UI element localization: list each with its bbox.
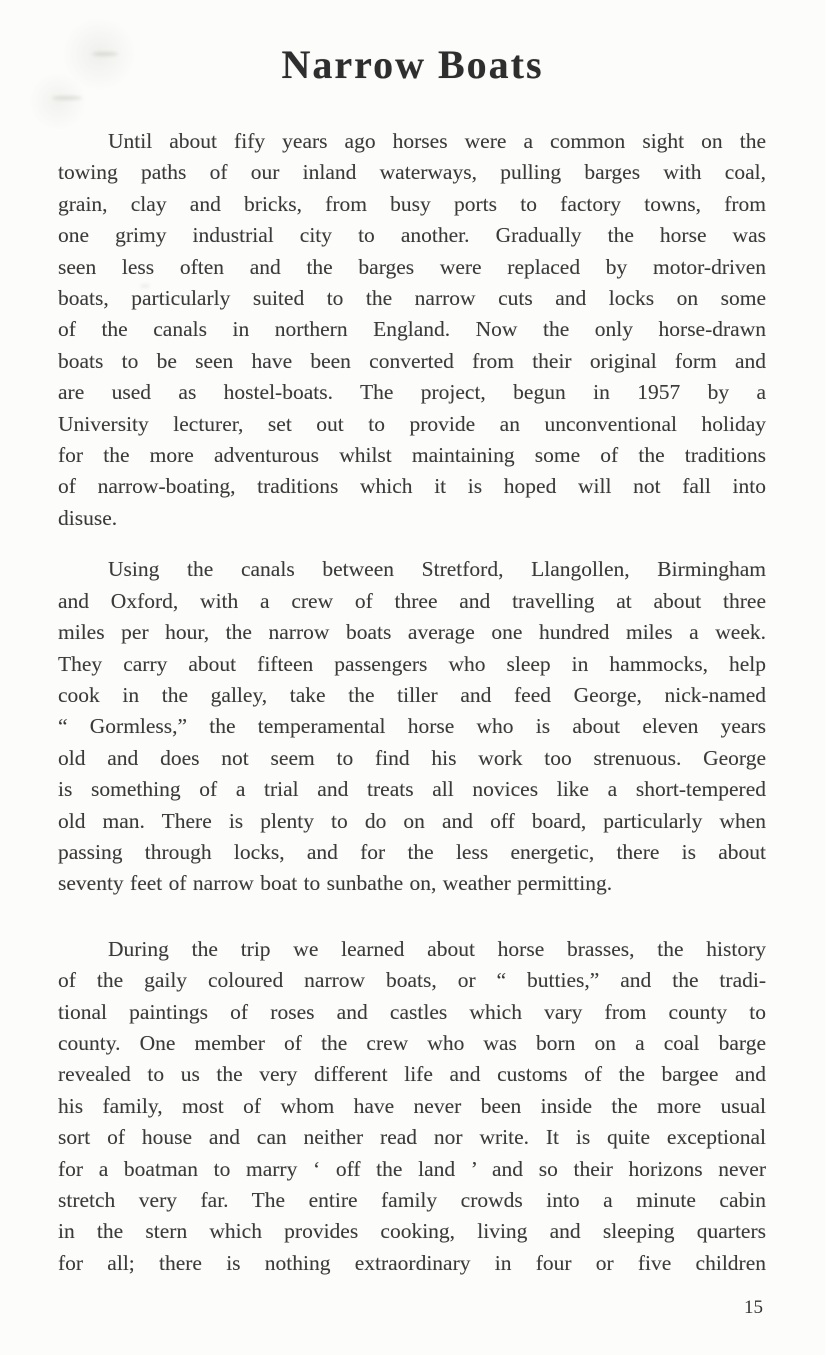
- text-line: county. One member of the crew who was born on a coal barge: [58, 1030, 766, 1055]
- text-line: boats to be seen have been converted from their original form and: [58, 348, 766, 373]
- text-line: seventy feet of narrow boat to sunbathe on, weather permitting.: [58, 871, 613, 896]
- text-line: is something of a trial and treats all novices like a short-tempered: [58, 777, 766, 802]
- text-line: They carry about fifteen passengers who sleep in hammocks, help: [58, 651, 766, 676]
- paragraph: [58, 554, 766, 899]
- page-body-text: [58, 126, 766, 1279]
- text-line: revealed to us the very different life and customs of the bargee and: [58, 1062, 766, 1087]
- text-line: old man. There is plenty to do on and off board, particularly when: [58, 808, 766, 833]
- text-line: one grimy industrial city to another. Gradually the horse was: [58, 223, 766, 248]
- text-line: in the stern which provides cooking, living and sleeping quarters: [58, 1219, 766, 1244]
- text-line: of narrow-boating, traditions which it is hoped will not fall into: [58, 474, 766, 499]
- text-line: stretch very far. The entire family crowds into a minute cabin: [58, 1188, 766, 1212]
- page-number: 15: [744, 1297, 763, 1318]
- text-line: Until about fify years ago horses were a common sight on the: [108, 129, 766, 153]
- text-line: his family, most of whom have never been inside the more usual: [58, 1093, 766, 1118]
- paragraph: [58, 934, 766, 1279]
- text-line: are used as hostel-boats. The project, begun in 1957 by a: [58, 380, 766, 405]
- page-title: Narrow Boats: [281, 42, 544, 87]
- text-line: old and does not seem to find his work too strenuous. George: [58, 745, 766, 770]
- text-line: towing paths of our inland waterways, pulling barges with coal,: [58, 160, 766, 185]
- text-line: passing through locks, and for the less energetic, there is about: [58, 839, 766, 864]
- text-line: University lecturer, set out to provide an unconventional holiday: [58, 411, 766, 436]
- text-line: seen less often and the barges were replaced by motor-driven: [58, 254, 766, 279]
- text-line: boats, particularly suited to the narrow cuts and locks on some: [58, 286, 766, 311]
- scan-smudge-icon: [52, 96, 82, 100]
- text-line: for all; there is nothing extraordinary in four or five children: [58, 1250, 766, 1275]
- text-line: of the canals in northern England. Now the only horse-drawn: [58, 317, 766, 342]
- text-line: for a boatman to marry ‘ off the land ’ and so their horizons never: [58, 1156, 766, 1181]
- text-line: During the trip we learned about horse brasses, the history: [108, 936, 766, 961]
- text-line: Using the canals between Stretford, Llangollen, Birmingham: [108, 557, 766, 582]
- text-line: of the gaily coloured narrow boats, or “ butties,” and the tradi-: [58, 968, 766, 993]
- text-line: “ Gormless,” the temperamental horse who is about eleven years: [58, 714, 766, 739]
- text-line: sort of house and can neither read nor write. It is quite exceptional: [58, 1125, 766, 1150]
- text-line: and Oxford, with a crew of three and travelling at about three: [58, 588, 766, 613]
- text-line: grain, clay and bricks, from busy ports to factory towns, from: [58, 191, 766, 216]
- text-line: miles per hour, the narrow boats average one hundred miles a week.: [58, 620, 766, 645]
- text-line: tional paintings of roses and castles which vary from county to: [58, 999, 766, 1024]
- text-line: for the more adventurous whilst maintaining some of the traditions: [58, 443, 766, 468]
- scan-smudge-icon: [92, 52, 118, 56]
- text-line: cook in the galley, take the tiller and feed George, nick-named: [58, 682, 766, 707]
- text-line: disuse.: [58, 505, 118, 530]
- paragraph: [58, 126, 766, 534]
